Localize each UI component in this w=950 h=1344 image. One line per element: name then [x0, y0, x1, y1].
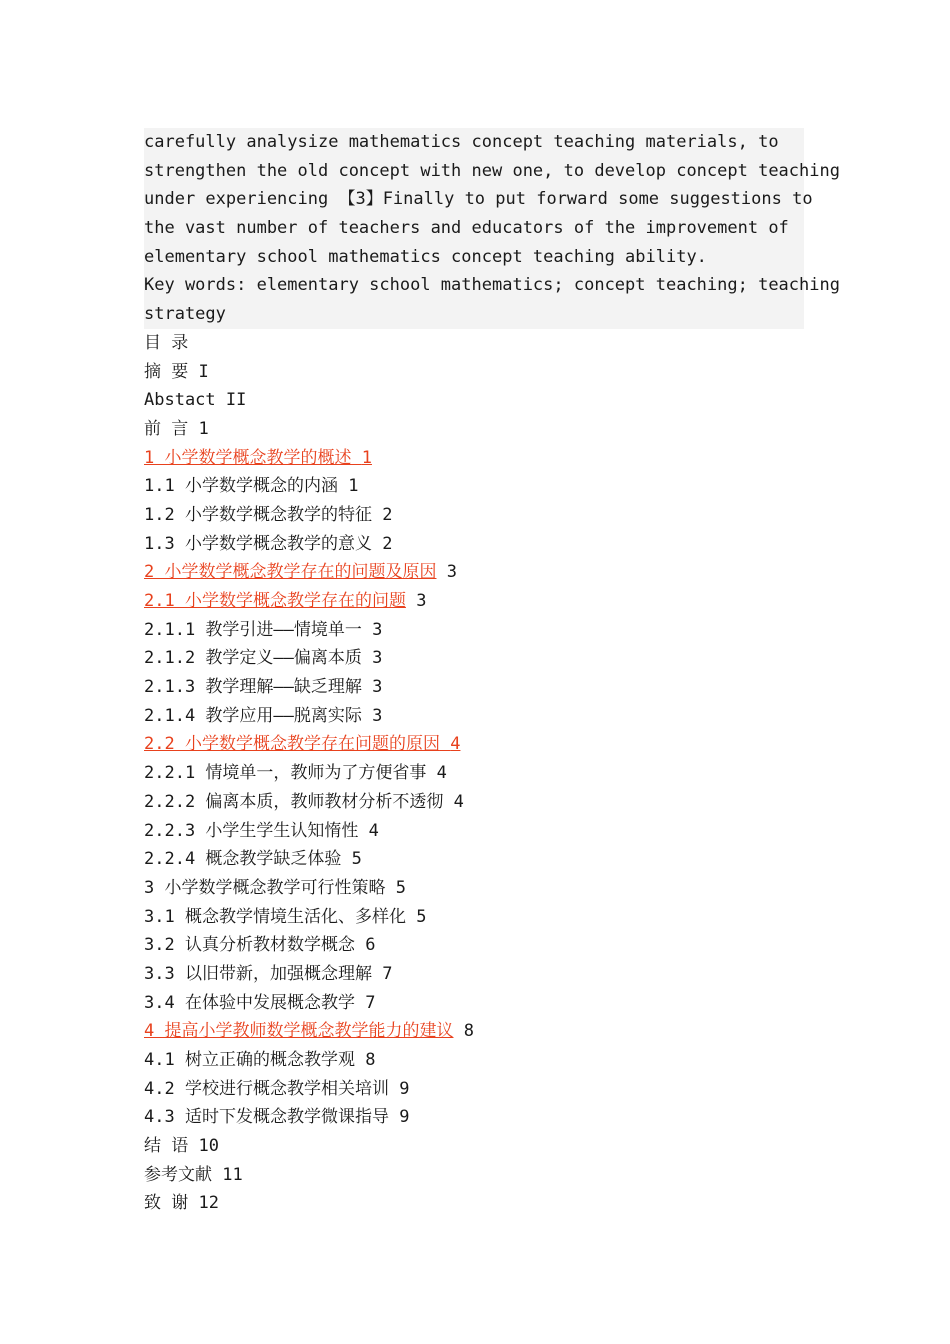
- toc-entry-page: 2: [382, 533, 393, 554]
- toc-entry-label: 2.1.1 教学引进——情境单一: [144, 619, 362, 640]
- toc-entry-page: 7: [382, 963, 393, 984]
- toc-entry-page: 12: [198, 1193, 219, 1214]
- abstract-line: under experiencing 【3】Finally to put forward some suggestions to: [144, 185, 804, 214]
- table-of-contents: [144, 358, 804, 1219]
- toc-entry: [144, 759, 804, 788]
- toc-entry-label[interactable]: 2.1 小学数学概念教学存在的问题: [144, 591, 406, 611]
- toc-entry[interactable]: [144, 558, 804, 587]
- toc-entry-label: 2.1.3 教学理解——缺乏理解: [144, 677, 362, 698]
- toc-entry-page[interactable]: 1: [361, 447, 372, 468]
- toc-entry: [144, 1046, 804, 1075]
- toc-entry-label[interactable]: 1 小学数学概念教学的概述: [144, 447, 352, 468]
- toc-entry-page: 8: [365, 1050, 376, 1070]
- toc-entry[interactable]: [144, 1017, 804, 1046]
- toc-entry-label: 3.4 在体验中发展概念教学: [144, 992, 355, 1013]
- toc-entry: [144, 358, 804, 387]
- toc-entry-label[interactable]: 2 小学数学概念教学存在的问题及原因: [144, 562, 437, 583]
- toc-entry-page: 5: [416, 906, 427, 927]
- toc-entry-label: 3.3 以旧带新，加强概念理解: [144, 963, 372, 984]
- toc-entry-label: 1.3 小学数学概念教学的意义: [144, 533, 372, 554]
- toc-entry-page: 11: [222, 1164, 243, 1185]
- toc-entry-separator[interactable]: [351, 448, 361, 468]
- toc-entry-page: 3: [372, 677, 383, 698]
- toc-entry-page: 3: [372, 648, 383, 669]
- toc-entry: [144, 386, 804, 415]
- toc-entry-label: 结 语: [144, 1136, 189, 1157]
- toc-entry: [144, 788, 804, 817]
- toc-entry[interactable]: [144, 444, 804, 473]
- toc-entry[interactable]: [144, 730, 804, 759]
- toc-entry-page: 8: [463, 1021, 474, 1042]
- toc-entry-label: 4.1 树立正确的概念教学观: [144, 1050, 355, 1070]
- toc-entry-label: 2.2.2 偏离本质，教师教材分析不透彻: [144, 791, 444, 812]
- toc-entry-label: 3 小学数学概念教学可行性策略: [144, 877, 386, 898]
- toc-entry-page: I: [198, 361, 209, 382]
- toc-entry-label: 摘 要: [144, 361, 189, 382]
- toc-entry: [144, 817, 804, 846]
- toc-entry-label: 3.2 认真分析教材数学概念: [144, 935, 355, 956]
- toc-entry: [144, 673, 804, 702]
- toc-entry: [144, 415, 804, 444]
- toc-entry-label: 2.1.2 教学定义——偏离本质: [144, 648, 362, 669]
- toc-entry: [144, 702, 804, 731]
- toc-entry: [144, 931, 804, 960]
- toc-entry-label: Abstact: [144, 390, 216, 411]
- keywords-line: strategy: [144, 300, 804, 329]
- toc-entry-page: 9: [399, 1078, 410, 1099]
- toc-entry: [144, 1075, 804, 1104]
- toc-entry[interactable]: [144, 587, 804, 616]
- toc-entry: [144, 960, 804, 989]
- toc-entry-label: 1.2 小学数学概念教学的特征: [144, 504, 372, 525]
- toc-entry: [144, 874, 804, 903]
- keywords-paragraph: [144, 271, 840, 328]
- toc-entry-page: II: [225, 390, 247, 411]
- toc-entry-label[interactable]: 4 提高小学教师数学概念教学能力的建议: [144, 1021, 454, 1042]
- toc-entry: [144, 1132, 804, 1161]
- toc-entry-page: 1: [198, 418, 209, 439]
- toc-entry-page: 5: [395, 877, 406, 898]
- toc-entry-label: 参考文献: [144, 1164, 212, 1185]
- abstract-line: carefully analysize mathematics concept teaching materials, to: [144, 128, 804, 157]
- toc-entry-page: 6: [365, 935, 376, 956]
- toc-entry: [144, 501, 804, 530]
- toc-entry: [144, 1161, 804, 1190]
- abstract-paragraph: [144, 128, 840, 271]
- toc-entry-page: 3: [446, 562, 457, 583]
- toc-entry-label: 2.2.3 小学生学生认知惰性: [144, 820, 359, 841]
- toc-entry: [144, 530, 804, 559]
- toc-entry-page: 10: [198, 1136, 219, 1157]
- toc-entry-page: 1: [348, 476, 359, 497]
- toc-entry: [144, 989, 804, 1018]
- toc-entry-label: 3.1 概念教学情境生活化、多样化: [144, 906, 406, 927]
- toc-entry: [144, 644, 804, 673]
- abstract-line: the vast number of teachers and educators of the improvement of: [144, 214, 804, 243]
- toc-entry: [144, 1103, 804, 1132]
- toc-entry: [144, 1189, 804, 1218]
- toc-entry-page: 3: [372, 619, 383, 640]
- toc-entry: [144, 472, 804, 501]
- toc-entry-page: 4: [436, 763, 447, 784]
- toc-entry-page: 4: [453, 791, 464, 812]
- toc-entry-label: 2.1.4 教学应用——脱离实际: [144, 705, 362, 726]
- toc-entry-page: 4: [368, 820, 379, 841]
- toc-entry-label: 2.2.4 概念教学缺乏体验: [144, 849, 342, 870]
- toc-entry: [144, 903, 804, 932]
- toc-entry-label: 4.2 学校进行概念教学相关培训: [144, 1078, 389, 1099]
- toc-entry-page: 3: [372, 705, 383, 726]
- keywords-line: Key words: elementary school mathematics; concept teaching; teaching: [144, 271, 804, 300]
- toc-entry-page: 7: [365, 992, 376, 1013]
- toc-entry-label[interactable]: 2.2 小学数学概念教学存在问题的原因: [144, 734, 440, 755]
- toc-entry: [144, 845, 804, 874]
- toc-entry-label: 2.2.1 情境单一，教师为了方便省事: [144, 763, 427, 784]
- toc-entry-page: 2: [382, 504, 393, 525]
- toc-entry-separator[interactable]: [440, 734, 450, 754]
- toc-entry: [144, 616, 804, 645]
- toc-entry-page[interactable]: 4: [450, 734, 461, 755]
- toc-entry-page: 3: [416, 591, 427, 611]
- toc-entry-label: 致 谢: [144, 1193, 189, 1214]
- toc-entry-label: 前 言: [144, 418, 189, 439]
- toc-entry-label: 4.3 适时下发概念教学微课指导: [144, 1107, 389, 1128]
- abstract-line: elementary school mathematics concept teaching ability.: [144, 243, 804, 272]
- toc-entry-label: 1.1 小学数学概念的内涵: [144, 476, 338, 497]
- toc-entry-page: 9: [399, 1107, 410, 1128]
- toc-entry-page: 5: [351, 849, 362, 870]
- abstract-line: strengthen the old concept with new one, to develop concept teaching: [144, 157, 804, 186]
- document-body: [144, 128, 840, 1218]
- toc-title: 目 录: [144, 332, 189, 353]
